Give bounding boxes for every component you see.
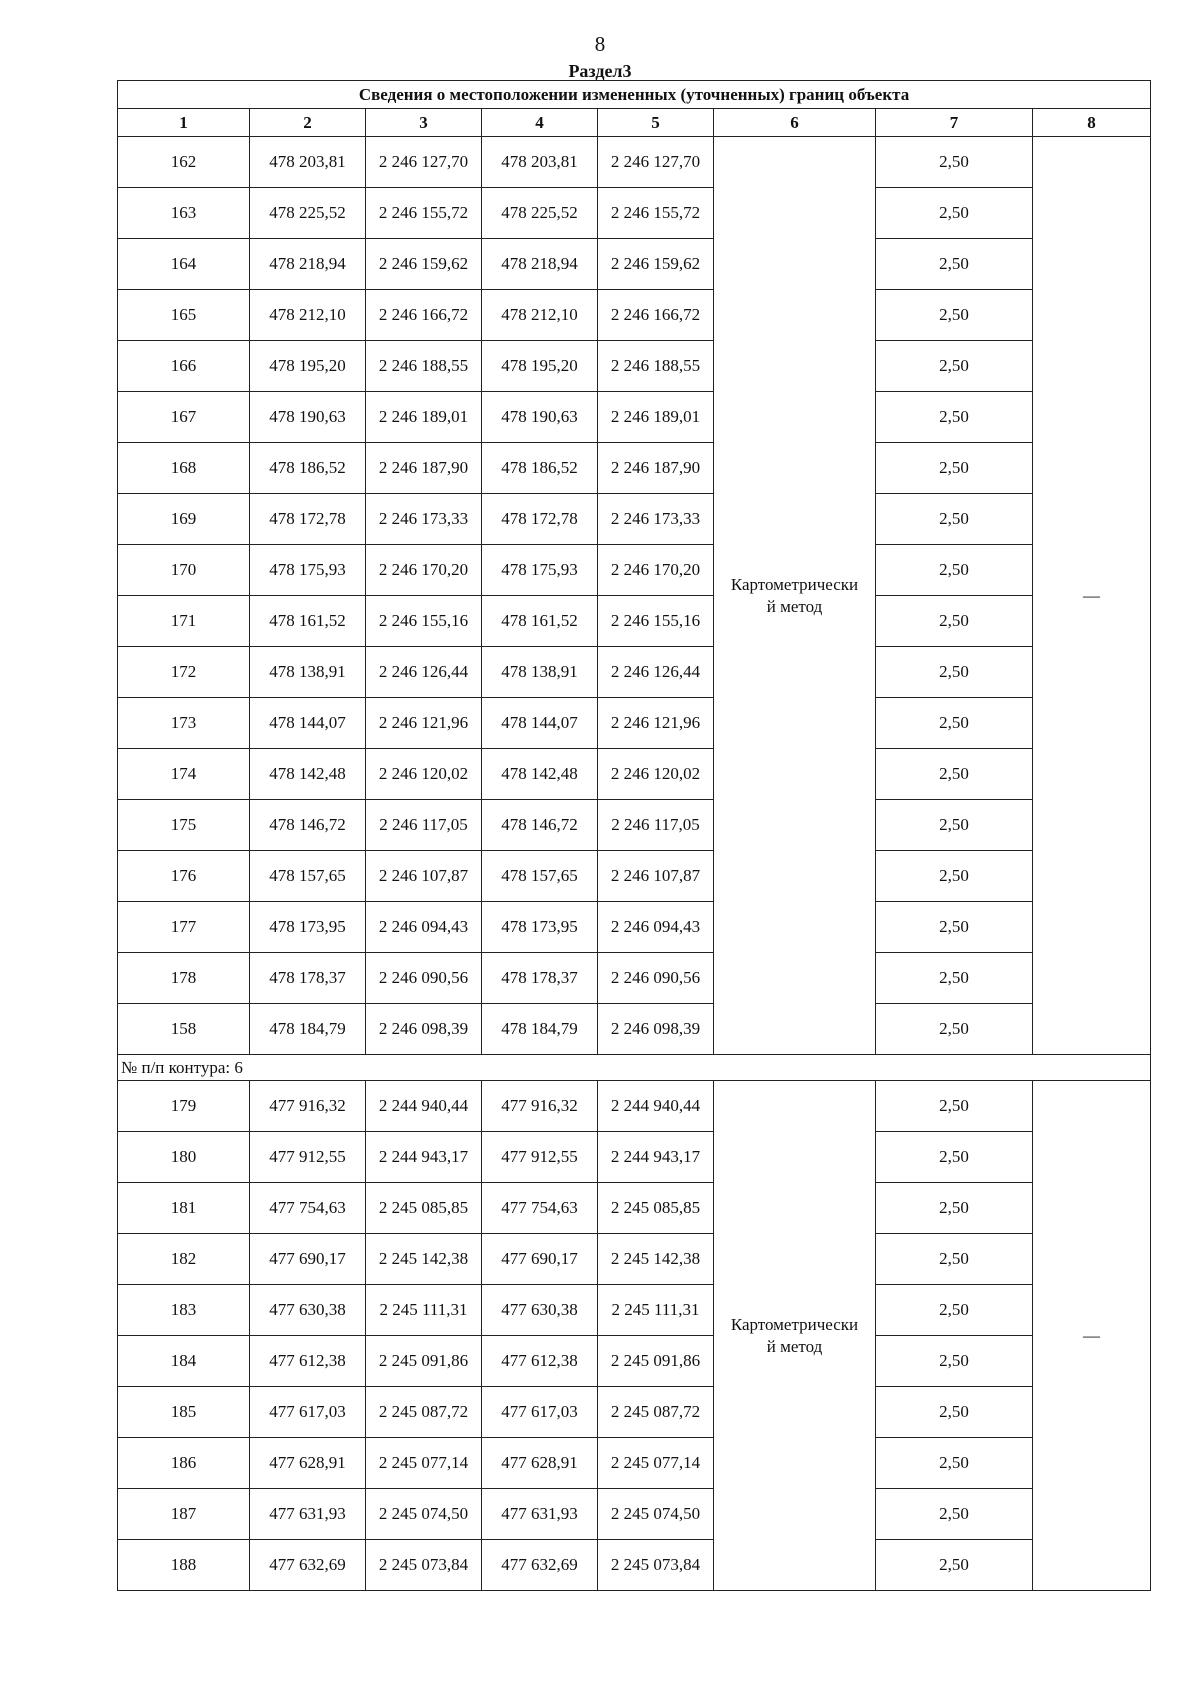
coord-y-cell: 2 246 121,96 [598, 698, 714, 749]
accuracy-cell: 2,50 [876, 647, 1033, 698]
point-number-cell: 158 [118, 1004, 250, 1055]
coord-y-cell: 2 246 127,70 [366, 137, 482, 188]
coord-y-cell: 2 245 142,38 [366, 1234, 482, 1285]
coord-y-cell: 2 246 155,72 [598, 188, 714, 239]
coord-x-cell: 478 157,65 [250, 851, 366, 902]
coord-x-cell: 477 630,38 [482, 1285, 598, 1336]
coord-x-cell: 477 630,38 [250, 1285, 366, 1336]
coord-x-cell: 478 161,52 [482, 596, 598, 647]
point-number-cell: 179 [118, 1081, 250, 1132]
coord-x-cell: 477 628,91 [250, 1438, 366, 1489]
accuracy-cell: 2,50 [876, 800, 1033, 851]
coord-x-cell: 478 218,94 [482, 239, 598, 290]
table-header-row [118, 109, 1151, 137]
accuracy-cell: 2,50 [876, 1540, 1033, 1591]
point-number-cell: 173 [118, 698, 250, 749]
coord-y-cell: 2 244 940,44 [366, 1081, 482, 1132]
point-number-cell: 168 [118, 443, 250, 494]
accuracy-cell: 2,50 [876, 698, 1033, 749]
coord-y-cell: 2 246 188,55 [366, 341, 482, 392]
table-row [118, 1004, 1151, 1055]
table-row [118, 851, 1151, 902]
coord-y-cell: 2 246 121,96 [366, 698, 482, 749]
point-number-cell: 181 [118, 1183, 250, 1234]
coord-x-cell: 478 212,10 [250, 290, 366, 341]
coord-x-cell: 477 612,38 [482, 1336, 598, 1387]
coord-y-cell: 2 244 943,17 [366, 1132, 482, 1183]
method-text-line-1: Картометрически [730, 1314, 859, 1334]
column-header: 1 [118, 109, 250, 137]
coord-y-cell: 2 246 159,62 [598, 239, 714, 290]
coord-x-cell: 477 754,63 [482, 1183, 598, 1234]
point-number-cell: 186 [118, 1438, 250, 1489]
coord-x-cell: 477 912,55 [482, 1132, 598, 1183]
coord-x-cell: 478 184,79 [250, 1004, 366, 1055]
coord-x-cell: 477 628,91 [482, 1438, 598, 1489]
coord-x-cell: 477 690,17 [482, 1234, 598, 1285]
point-number-cell: 166 [118, 341, 250, 392]
table-row [118, 290, 1151, 341]
table-caption-row [118, 81, 1151, 109]
coord-y-cell: 2 246 090,56 [366, 953, 482, 1004]
coord-y-cell: 2 246 094,43 [366, 902, 482, 953]
table-row [118, 1489, 1151, 1540]
point-number-cell: 183 [118, 1285, 250, 1336]
table-row [118, 698, 1151, 749]
table-row [118, 902, 1151, 953]
table-row [118, 1387, 1151, 1438]
accuracy-cell: 2,50 [876, 596, 1033, 647]
table-row [118, 239, 1151, 290]
coord-y-cell: 2 246 188,55 [598, 341, 714, 392]
coord-y-cell: 2 246 166,72 [366, 290, 482, 341]
table-row [118, 545, 1151, 596]
table-row [118, 647, 1151, 698]
coord-y-cell: 2 246 189,01 [366, 392, 482, 443]
point-number-cell: 176 [118, 851, 250, 902]
contour-label: № п/п контура: 6 [118, 1055, 1151, 1081]
point-number-cell: 175 [118, 800, 250, 851]
coord-x-cell: 478 172,78 [250, 494, 366, 545]
table-row [118, 188, 1151, 239]
point-number-cell: 178 [118, 953, 250, 1004]
table-row [118, 1132, 1151, 1183]
table-row [118, 1285, 1151, 1336]
coord-x-cell: 477 690,17 [250, 1234, 366, 1285]
coord-x-cell: 478 144,07 [482, 698, 598, 749]
coord-x-cell: 478 142,48 [482, 749, 598, 800]
accuracy-cell: 2,50 [876, 1285, 1033, 1336]
coord-x-cell: 478 225,52 [482, 188, 598, 239]
coord-x-cell: 478 186,52 [250, 443, 366, 494]
coord-y-cell: 2 244 943,17 [598, 1132, 714, 1183]
accuracy-cell: 2,50 [876, 1387, 1033, 1438]
coord-x-cell: 478 173,95 [250, 902, 366, 953]
point-number-cell: 177 [118, 902, 250, 953]
coord-x-cell: 478 142,48 [250, 749, 366, 800]
point-number-cell: 174 [118, 749, 250, 800]
coord-x-cell: 477 632,69 [482, 1540, 598, 1591]
point-number-cell: 185 [118, 1387, 250, 1438]
table-row [118, 800, 1151, 851]
coord-x-cell: 478 195,20 [482, 341, 598, 392]
column-8-cell: — [1033, 137, 1151, 1055]
accuracy-cell: 2,50 [876, 1132, 1033, 1183]
coord-y-cell: 2 245 091,86 [598, 1336, 714, 1387]
coord-y-cell: 2 245 077,14 [366, 1438, 482, 1489]
method-text-line-2: й метод [766, 596, 823, 616]
coord-x-cell: 477 916,32 [482, 1081, 598, 1132]
coord-x-cell: 478 212,10 [482, 290, 598, 341]
coord-x-cell: 478 138,91 [482, 647, 598, 698]
coord-x-cell: 478 178,37 [482, 953, 598, 1004]
point-number-cell: 170 [118, 545, 250, 596]
coord-y-cell: 2 246 126,44 [598, 647, 714, 698]
accuracy-cell: 2,50 [876, 239, 1033, 290]
accuracy-cell: 2,50 [876, 188, 1033, 239]
coord-y-cell: 2 246 120,02 [598, 749, 714, 800]
coord-y-cell: 2 246 126,44 [366, 647, 482, 698]
coord-x-cell: 478 190,63 [250, 392, 366, 443]
method-cell [714, 137, 876, 1055]
accuracy-cell: 2,50 [876, 953, 1033, 1004]
table-row [118, 494, 1151, 545]
coord-x-cell: 478 172,78 [482, 494, 598, 545]
table-row [118, 1438, 1151, 1489]
coord-x-cell: 477 631,93 [250, 1489, 366, 1540]
coord-x-cell: 478 175,93 [250, 545, 366, 596]
table-row [118, 749, 1151, 800]
point-number-cell: 184 [118, 1336, 250, 1387]
table-row [118, 1540, 1151, 1591]
accuracy-cell: 2,50 [876, 1234, 1033, 1285]
point-number-cell: 164 [118, 239, 250, 290]
page-number: 8 [594, 32, 606, 56]
coord-y-cell: 2 245 111,31 [598, 1285, 714, 1336]
coord-x-cell: 477 916,32 [250, 1081, 366, 1132]
section-title: Раздел3 [568, 61, 632, 81]
point-number-cell: 163 [118, 188, 250, 239]
table-row [118, 341, 1151, 392]
accuracy-cell: 2,50 [876, 1004, 1033, 1055]
coord-y-cell: 2 246 187,90 [598, 443, 714, 494]
coord-y-cell: 2 246 098,39 [598, 1004, 714, 1055]
contour-row [118, 1055, 1151, 1081]
coord-x-cell: 477 912,55 [250, 1132, 366, 1183]
accuracy-cell: 2,50 [876, 902, 1033, 953]
coord-y-cell: 2 245 073,84 [598, 1540, 714, 1591]
coord-y-cell: 2 246 120,02 [366, 749, 482, 800]
point-number-cell: 172 [118, 647, 250, 698]
table-caption: Сведения о местоположении измененных (уточненных) границ объекта [118, 81, 1151, 109]
coord-x-cell: 478 203,81 [482, 137, 598, 188]
point-number-cell: 171 [118, 596, 250, 647]
coord-y-cell: 2 245 074,50 [366, 1489, 482, 1540]
coord-y-cell: 2 245 074,50 [598, 1489, 714, 1540]
coord-y-cell: 2 246 166,72 [598, 290, 714, 341]
accuracy-cell: 2,50 [876, 851, 1033, 902]
coord-y-cell: 2 246 155,16 [598, 596, 714, 647]
table-row [118, 392, 1151, 443]
column-header: 2 [250, 109, 366, 137]
coord-y-cell: 2 246 159,62 [366, 239, 482, 290]
point-number-cell: 187 [118, 1489, 250, 1540]
coord-y-cell: 2 245 142,38 [598, 1234, 714, 1285]
accuracy-cell: 2,50 [876, 137, 1033, 188]
point-number-cell: 180 [118, 1132, 250, 1183]
table-row [118, 596, 1151, 647]
coord-x-cell: 478 173,95 [482, 902, 598, 953]
accuracy-cell: 2,50 [876, 749, 1033, 800]
coord-y-cell: 2 246 117,05 [598, 800, 714, 851]
table-row [118, 1183, 1151, 1234]
accuracy-cell: 2,50 [876, 1336, 1033, 1387]
coord-x-cell: 478 138,91 [250, 647, 366, 698]
accuracy-cell: 2,50 [876, 1489, 1033, 1540]
coord-x-cell: 478 178,37 [250, 953, 366, 1004]
coord-y-cell: 2 246 155,16 [366, 596, 482, 647]
point-number-cell: 188 [118, 1540, 250, 1591]
coord-x-cell: 477 617,03 [482, 1387, 598, 1438]
accuracy-cell: 2,50 [876, 392, 1033, 443]
accuracy-cell: 2,50 [876, 1183, 1033, 1234]
table-row [118, 1336, 1151, 1387]
table-row [118, 953, 1151, 1004]
table-row [118, 137, 1151, 188]
point-number-cell: 165 [118, 290, 250, 341]
accuracy-cell: 2,50 [876, 443, 1033, 494]
point-number-cell: 169 [118, 494, 250, 545]
column-header: 8 [1033, 109, 1151, 137]
coord-y-cell: 2 246 090,56 [598, 953, 714, 1004]
coord-x-cell: 478 218,94 [250, 239, 366, 290]
coord-x-cell: 478 225,52 [250, 188, 366, 239]
table-row [118, 443, 1151, 494]
coord-y-cell: 2 245 077,14 [598, 1438, 714, 1489]
coord-y-cell: 2 245 073,84 [366, 1540, 482, 1591]
coord-x-cell: 478 190,63 [482, 392, 598, 443]
coord-x-cell: 478 186,52 [482, 443, 598, 494]
table-row [118, 1081, 1151, 1132]
accuracy-cell: 2,50 [876, 545, 1033, 596]
coord-y-cell: 2 245 087,72 [598, 1387, 714, 1438]
column-header: 6 [714, 109, 876, 137]
coord-y-cell: 2 246 173,33 [598, 494, 714, 545]
coord-x-cell: 478 146,72 [482, 800, 598, 851]
column-header: 4 [482, 109, 598, 137]
coord-x-cell: 478 161,52 [250, 596, 366, 647]
coord-y-cell: 2 246 155,72 [366, 188, 482, 239]
coord-x-cell: 477 617,03 [250, 1387, 366, 1438]
coord-x-cell: 477 632,69 [250, 1540, 366, 1591]
method-text-line-2: й метод [766, 1336, 823, 1356]
point-number-cell: 162 [118, 137, 250, 188]
coord-y-cell: 2 246 094,43 [598, 902, 714, 953]
point-number-cell: 182 [118, 1234, 250, 1285]
method-text-line-1: Картометрически [730, 574, 859, 594]
coord-y-cell: 2 246 170,20 [366, 545, 482, 596]
coord-x-cell: 478 195,20 [250, 341, 366, 392]
accuracy-cell: 2,50 [876, 290, 1033, 341]
coord-y-cell: 2 246 173,33 [366, 494, 482, 545]
accuracy-cell: 2,50 [876, 1438, 1033, 1489]
coord-y-cell: 2 246 187,90 [366, 443, 482, 494]
coord-x-cell: 478 157,65 [482, 851, 598, 902]
coord-y-cell: 2 246 107,87 [366, 851, 482, 902]
column-header: 7 [876, 109, 1033, 137]
coord-x-cell: 477 631,93 [482, 1489, 598, 1540]
accuracy-cell: 2,50 [876, 341, 1033, 392]
coord-y-cell: 2 245 091,86 [366, 1336, 482, 1387]
coord-x-cell: 477 754,63 [250, 1183, 366, 1234]
column-header: 5 [598, 109, 714, 137]
coord-y-cell: 2 245 085,85 [598, 1183, 714, 1234]
coord-x-cell: 478 144,07 [250, 698, 366, 749]
coord-x-cell: 478 184,79 [482, 1004, 598, 1055]
coord-y-cell: 2 246 170,20 [598, 545, 714, 596]
coord-y-cell: 2 244 940,44 [598, 1081, 714, 1132]
boundary-table [117, 80, 1151, 1591]
table-row [118, 1234, 1151, 1285]
coord-x-cell: 478 203,81 [250, 137, 366, 188]
accuracy-cell: 2,50 [876, 494, 1033, 545]
coord-y-cell: 2 245 111,31 [366, 1285, 482, 1336]
coord-y-cell: 2 245 085,85 [366, 1183, 482, 1234]
method-cell [714, 1081, 876, 1591]
coord-y-cell: 2 246 189,01 [598, 392, 714, 443]
coord-x-cell: 478 146,72 [250, 800, 366, 851]
coord-x-cell: 477 612,38 [250, 1336, 366, 1387]
coord-y-cell: 2 246 117,05 [366, 800, 482, 851]
coord-y-cell: 2 246 127,70 [598, 137, 714, 188]
accuracy-cell: 2,50 [876, 1081, 1033, 1132]
column-header: 3 [366, 109, 482, 137]
point-number-cell: 167 [118, 392, 250, 443]
column-8-cell: — [1033, 1081, 1151, 1591]
coord-y-cell: 2 246 107,87 [598, 851, 714, 902]
coord-y-cell: 2 246 098,39 [366, 1004, 482, 1055]
coord-y-cell: 2 245 087,72 [366, 1387, 482, 1438]
coord-x-cell: 478 175,93 [482, 545, 598, 596]
